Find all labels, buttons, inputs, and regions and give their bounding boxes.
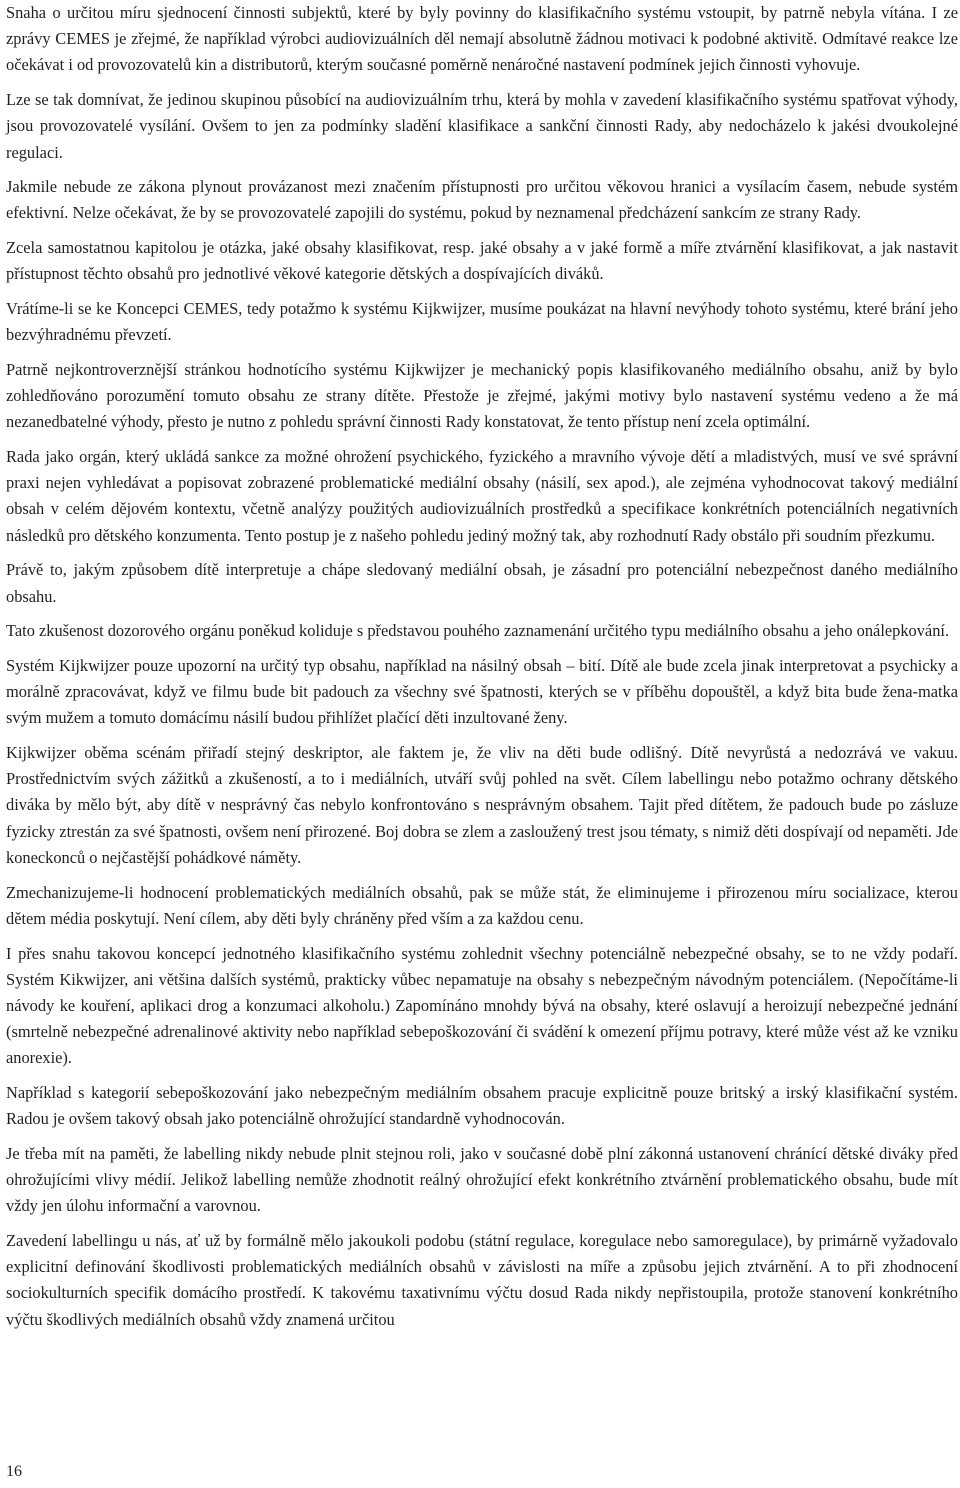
paragraph: Například s kategorií sebepoškozování jako nebezpečným mediálním obsahem pracuje explicitně pouze britský a irský klasifikační systém. Radou je ovšem takový obsah jako potenciálně ohrožující standardně vyhodnocován.	[6, 1083, 958, 1129]
paragraph: Zmechanizujeme-li hodnocení problematických mediálních obsahů, pak se může stát, že eliminujeme i přirozenou míru socializace, kterou dětem média poskytují. Není cílem, aby děti byly chráněny před vším a za každou cenu.	[6, 882, 958, 928]
paragraph: Rada jako orgán, který ukládá sankce za možné ohrožení psychického, fyzického a mravního vývoje dětí a mladistvých, musí ve své správní praxi nejen vyhledávat a popisovat zobrazené problematické mediální obsahy (násilí, sex apod.), ale zejména vyhodnocovat takový mediální obsah v celém dějovém kontextu, včetně analýzy použitých audiovizuálních prostředků a specifikace konkrétních potenciálních negativních následků pro dětského konzumenta. Tento postup je z našeho pohledu jediný možný tak, aby rozhodnutí Rady obstálo při soudním přezkumu.	[6, 447, 958, 545]
paragraph: I přes snahu takovou koncepcí jednotného klasifikačního systému zohlednit všechny potenciálně nebezpečné obsahy, se to ne vždy podaří. Systém Kikwijzer, ani většina dalších systémů, prakticky vůbec nepamatuje na obsahy s nebezpečným návodným potenciálem. (Nepočítáme-li návody ke kouření, aplikaci drog a konzumaci alkoholu.) Zapomínáno mnohdy bývá na obsahy, které oslavují a heroizují nebezpečné jednání (smrtelně nebezpečné adrenalinové aktivity nebo například sebepoškozování či svádění k omezení příjmu potravy, které může vést až ke vzniku anorexie).	[6, 943, 958, 1068]
paragraph: Patrně nejkontroverznější stránkou hodnotícího systému Kijkwijzer je mechanický popis klasifikovaného mediálního obsahu, aniž by bylo zohledňováno porozumění tomuto obsahu ze strany dítěte. Přestože je zřejmé, jakými motivy bylo nastavení systému vedeno a že má nezanedbatelné výhody, přesto je nutno z pohledu správní činnosti Rady konstatovat, že tento přístup není zcela optimální.	[6, 359, 958, 432]
paragraph: Kijkwijzer oběma scénám přiřadí stejný deskriptor, ale faktem je, že vliv na děti bude odlišný. Dítě nevyrůstá a nedozrává ve vakuu. Prostřednictvím svých zážitků a zkušeností, a to i mediálních, utváří svůj pohled na svět. Cílem labellingu nebo potažmo ochrany dětského diváka by mělo být, aby dítě v nesprávný čas nebylo konfrontováno s nesprávným obsahem. Tajit před dítětem, že padouch bude po zásluze fyzicky ztrestán za své špatnosti, ovšem není přirozené. Boj dobra se zlem a zasloužený trest jsou tématy, s nimiž děti dospívají od nepaměti. Jde koneckonců o nejčastější pohádkové náměty.	[6, 743, 958, 867]
paragraph: Lze se tak domnívat, že jedinou skupinou působící na audiovizuálním trhu, která by mohla v zavedení klasifikačního systému spatřovat výhody, jsou provozovatelé vysílání. Ovšem to jen za podmínky sladění klasifikace a sankční činnosti Rady, aby nedocházelo k jakési dvoukolejné regulaci.	[6, 90, 958, 162]
paragraph: Tato zkušenost dozorového orgánu poněkud koliduje s představou pouhého zaznamenání určitého typu mediálního obsahu a jeho onálepkování.	[6, 621, 950, 641]
paragraph: Je třeba mít na paměti, že labelling nikdy nebude plnit stejnou roli, jako v současné době plní zákonná ustanovení chránící dětské diváky před ohrožujícími vlivy médií. Jelikož labelling nemůže zhodnotit reálný ohrožující efekt konkrétního ztvárnění problematického obsahu, bude mít vždy jen úlohu informační a varovnou.	[6, 1143, 958, 1216]
paragraph: Vrátíme-li se ke Koncepci CEMES, tedy potažmo k systému Kijkwijzer, musíme poukázat na hlavní nevýhody tohoto systému, které brání jeho bezvýhradnému převzetí.	[6, 299, 958, 345]
paragraph: Systém Kijkwijzer pouze upozorní na určitý typ obsahu, například na násilný obsah – bití. Dítě ale bude zcela jinak interpretovat a psychicky a morálně zpracovávat, když ve filmu bude bit padouch za všechny své špatnosti, kterých se v příběhu dopouštěl, a když bita bude žena-matka svým mužem a tomuto domácímu násilí budou přihlížet plačící děti inzultované ženy.	[6, 655, 958, 728]
paragraph: Snaha o určitou míru sjednocení činnosti subjektů, které by byly povinny do klasifikačního systému vstoupit, by patrně nebyla vítána. I ze zprávy CEMES je zřejmé, že například výrobci audiovizuálních děl nemají absolutně žádnou motivaci k podobné aktivitě. Odmítavé reakce lze očekávat i od provozovatelů kin a distributorů, kterým současné poměrně nenáročné nastavení podmínek jejich činnosti vyhovuje.	[6, 3, 958, 75]
paragraph: Jakmile nebude ze zákona plynout provázanost mezi značením přístupnosti pro určitou věkovou hranici a vysílacím časem, nebude systém efektivní. Nelze očekávat, že by se provozovatelé zapojili do systému, pokud by neznamenal předcházení sankcím ze strany Rady.	[6, 177, 958, 223]
paragraph: Zavedení labellingu u nás, ať už by formálně mělo jakoukoli podobu (státní regulace, koregulace nebo samoregulace), by primárně vyžadovalo explicitní definování škodlivosti problematických mediálních obsahů v závislosti na míře a způsobu jejich ztvárnění. A to při zhodnocení sociokulturních specifik domácího prostředí. K takovému taxativnímu výčtu dosud Rada nikdy nepřistoupila, protože stanovení konkrétního výčtu škodlivých mediálních obsahů vždy znamená určitou	[6, 1231, 958, 1329]
paragraph: Zcela samostatnou kapitolou je otázka, jaké obsahy klasifikovat, resp. jaké obsahy a v jaké formě a míře ztvárnění klasifikovat, a jak nastavit přístupnost těchto obsahů pro jednotlivé věkové kategorie dětských a dospívajících diváků.	[6, 238, 958, 284]
page-number: 16	[6, 1463, 22, 1480]
paragraph: Právě to, jakým způsobem dítě interpretuje a chápe sledovaný mediální obsah, je zásadní pro potenciální nebezpečnost daného mediálního obsahu.	[6, 560, 958, 606]
document-body	[6, 0, 958, 1341]
